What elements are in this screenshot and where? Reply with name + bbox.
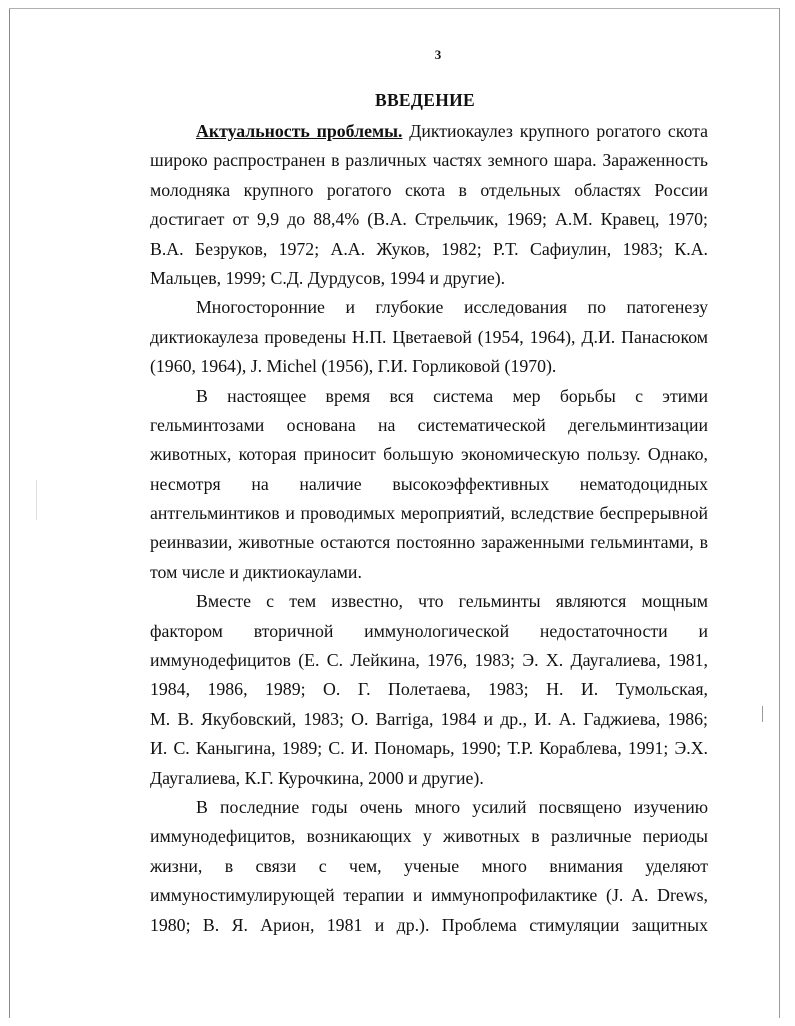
text-line: том числе и диктиокаулами. (150, 561, 362, 582)
text-line: гельминтозами основана на систематической дегельминтизации (150, 414, 708, 435)
text-line: реинвазии, животные остаются постоянно зараженными гельминтами, в (150, 532, 708, 553)
text-line: В настоящее время вся система мер борьбы с этими (196, 385, 708, 406)
scan-edge-right (779, 8, 780, 1018)
margin-mark (762, 706, 763, 722)
text-line: иммуностимулирующей терапии и иммунопрофилактике (J. A. Drews, (150, 885, 708, 906)
text-line: (1960, 1964), J. Michel (1956), Г.И. Горликовой (1970). (150, 356, 557, 377)
text-line: диктиокаулеза проведены Н.П. Цветаевой (1954, 1964), Д.И. Панасюком (150, 326, 708, 347)
paragraph-relevance (150, 117, 708, 293)
paragraph-control-measures (150, 382, 708, 588)
text-line: Даугалиева, К.Г. Курочкина, 2000 и другие). (150, 767, 484, 788)
text-line: Вместе с тем известно, что гельминты являются мощным (196, 591, 708, 612)
text-line: фактором вторичной иммунологической недостаточности и (150, 620, 708, 641)
text-line: В.А. Безруков, 1972; А.А. Жуков, 1982; Р.Т. Сафиулин, 1983; К.А. (150, 238, 708, 259)
text-line: животных, которая приносит большую экономическую пользу. Однако, (150, 444, 708, 465)
margin-mark-faint (36, 480, 37, 520)
text-line: М. В. Якубовский, 1983; O. Barriga, 1984 и др., И. А. Гаджиева, 1986; (150, 708, 708, 729)
text-line: достигает от 9,9 до 88,4% (В.А. Стрельчик, 1969; А.М. Кравец, 1970; (150, 209, 708, 230)
section-label: Актуальность проблемы. (196, 121, 403, 141)
text-line: молодняка крупного рогатого скота в отдельных областях России (150, 179, 708, 200)
text-line: Многосторонние и глубокие исследования по патогенезу (196, 297, 708, 318)
scan-edge-left (9, 8, 10, 1018)
text-line: В последние годы очень много усилий посвящено изучению (196, 796, 708, 817)
page-number: 3 (434, 47, 442, 62)
text-line: антгельминтиков и проводимых мероприятий, вследствие беспрерывной (150, 503, 708, 524)
text-line: 1980; В. Я. Арион, 1981 и др.). Проблема стимуляции защитных (150, 914, 708, 935)
text-line: Мальцев, 1999; С.Д. Дурдусов, 1994 и другие). (150, 267, 506, 288)
text-line: И. С. Каныгина, 1989; С. И. Пономарь, 1990; Т.Р. Кораблева, 1991; Э.Х. (150, 738, 708, 759)
text-line: жизни, в связи с чем, ученые много внимания уделяют (150, 855, 708, 876)
text-line: широко распространен в различных частях земного шара. Зараженность (150, 150, 708, 171)
text-line (150, 117, 708, 146)
text-line: иммунодефицитов, возникающих у животных в различные периоды (150, 826, 708, 847)
scan-edge-top (9, 8, 780, 9)
paragraph-pathogenesis (150, 293, 708, 381)
text-line: иммунодефицитов (Е. С. Лейкина, 1976, 1983; Э. Х. Даугалиева, 1981, (150, 650, 708, 671)
text-line: 1984, 1986, 1989; О. Г. Полетаева, 1983; Н. И. Тумольская, (150, 679, 708, 700)
page-title: ВВЕДЕНИЕ (374, 90, 476, 110)
paragraph-immunodeficiency (150, 587, 708, 793)
body-text (150, 117, 708, 940)
text-line: несмотря на наличие высокоэффективных нематодоцидных (150, 473, 708, 494)
text-line-content: Диктиокаулез крупного рогатого скота (409, 121, 708, 141)
paragraph-immunostimulation (150, 793, 708, 940)
